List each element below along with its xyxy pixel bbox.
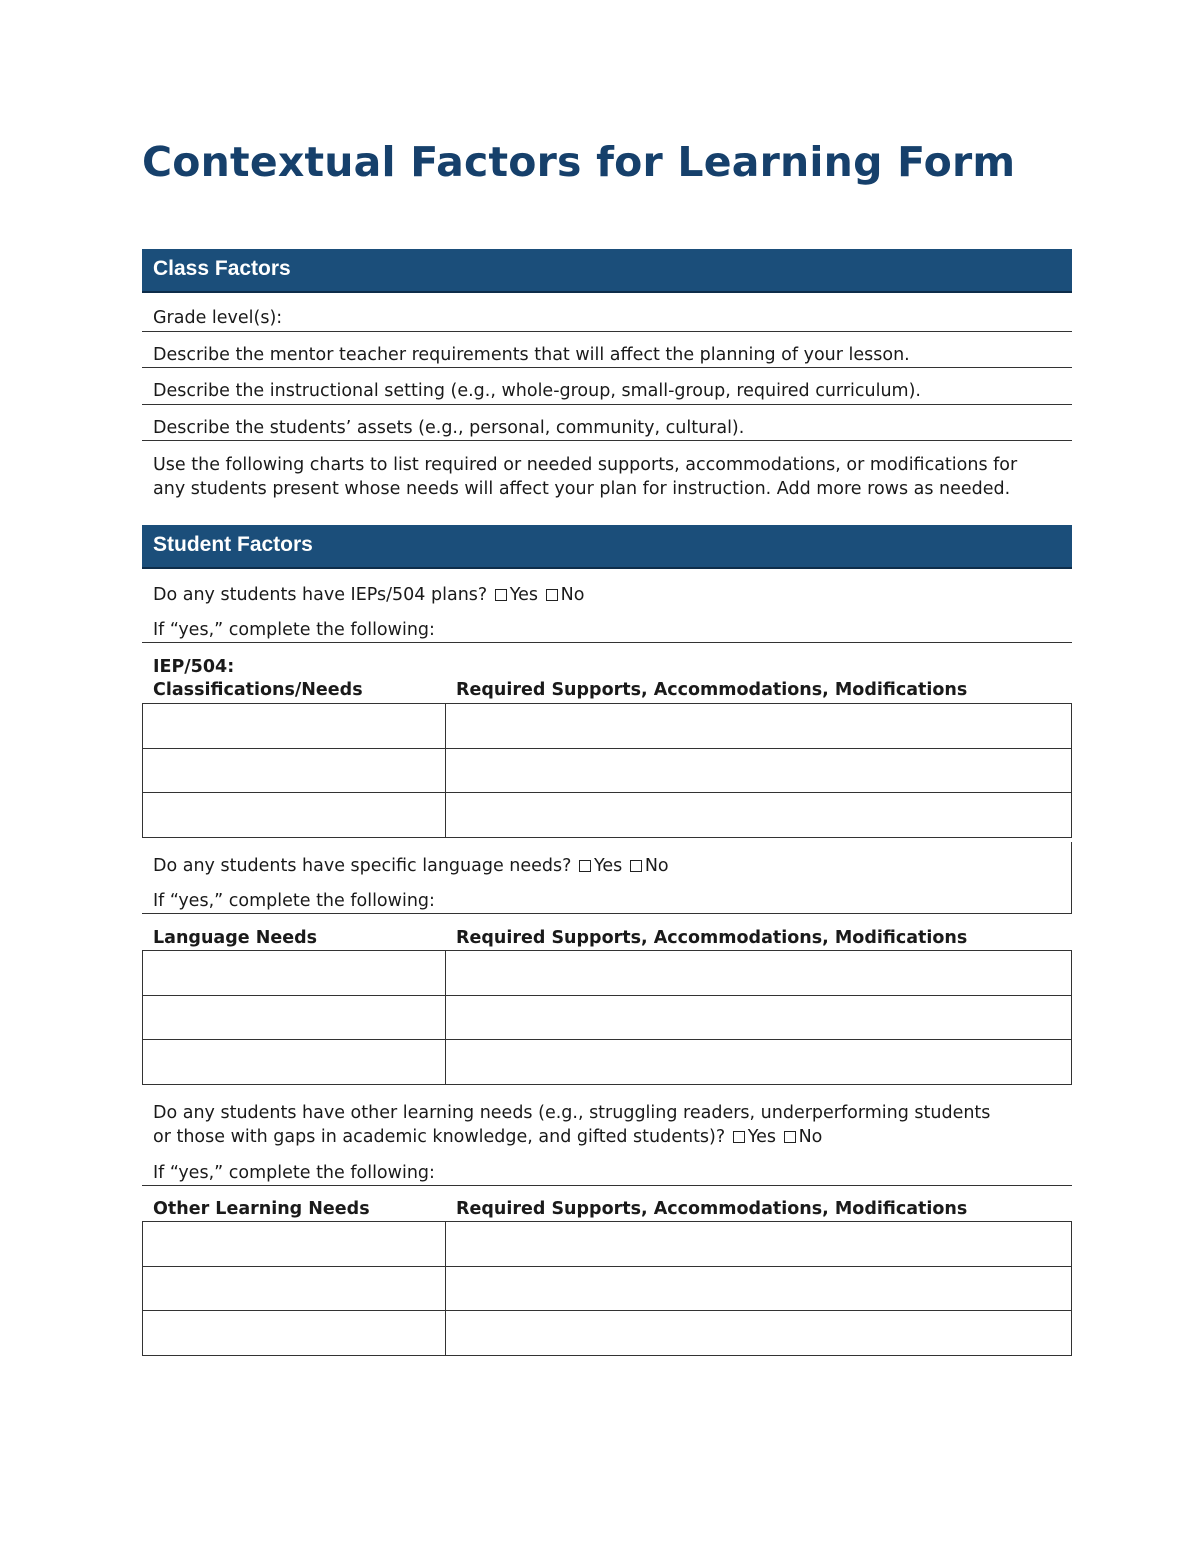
language-yes-checkbox[interactable] (579, 860, 591, 872)
divider (142, 913, 1072, 914)
language-need-cell[interactable] (143, 951, 446, 996)
language-question-row (142, 856, 1072, 876)
other-support-cell[interactable] (446, 1222, 1072, 1267)
iep-question-row (142, 585, 1072, 605)
language-no-label: No (644, 856, 669, 876)
other-need-cell[interactable] (143, 1266, 446, 1311)
other-support-cell[interactable] (446, 1266, 1072, 1311)
language-col1-header: Language Needs (153, 928, 318, 948)
language-no-checkbox[interactable] (630, 860, 642, 872)
other-table (142, 1221, 1072, 1356)
divider (142, 367, 1072, 368)
other-question-row (142, 1102, 1072, 1149)
language-need-cell[interactable] (143, 1040, 446, 1085)
charts-instructions: Use the following charts to list required or needed supports, accommodations, or modifications for any students present whose needs will affect your plan for instruction. Add more rows as needed. (153, 455, 1018, 499)
instructional-setting-field[interactable]: Describe the instructional setting (e.g., whole-group, small-group, required curriculum). (153, 381, 921, 401)
iep-no-checkbox[interactable] (546, 589, 558, 601)
language-need-cell[interactable] (143, 995, 446, 1040)
iep-need-cell[interactable] (143, 793, 446, 838)
language-support-cell[interactable] (446, 951, 1072, 996)
iep-support-cell[interactable] (446, 793, 1072, 838)
language-question: Do any students have specific language needs? (153, 856, 572, 876)
table-row (143, 793, 1072, 838)
iep-yes-label: Yes (509, 585, 539, 605)
iep-col1-line2: Classifications/Needs (153, 680, 363, 700)
table-row (143, 748, 1072, 793)
table-row (143, 1222, 1072, 1267)
table-row (143, 995, 1072, 1040)
table-row (143, 1040, 1072, 1085)
other-need-cell[interactable] (143, 1311, 446, 1356)
class-factors-heading: Class Factors (153, 257, 291, 280)
mentor-requirements-field[interactable]: Describe the mentor teacher requirements that will affect the planning of your lesson. (153, 345, 910, 365)
other-support-cell[interactable] (446, 1311, 1072, 1356)
divider (142, 642, 1072, 643)
language-support-cell[interactable] (446, 995, 1072, 1040)
divider (142, 1185, 1072, 1186)
other-no-label: No (798, 1126, 823, 1147)
language-yes-label: Yes (594, 856, 623, 876)
table-row (143, 1311, 1072, 1356)
language-col2-header: Required Supports, Accommodations, Modifications (456, 928, 968, 948)
divider (142, 440, 1072, 441)
other-question: Do any students have other learning needs (e.g., struggling readers, underperforming students or those with gaps in academic knowledge, and gifted students)? (153, 1103, 991, 1147)
student-factors-header (142, 525, 1072, 569)
other-col2-header: Required Supports, Accommodations, Modifications (456, 1199, 968, 1219)
other-need-cell[interactable] (143, 1222, 446, 1267)
language-table (142, 950, 1072, 1085)
iep-need-cell[interactable] (143, 748, 446, 793)
iep-question: Do any students have IEPs/504 plans? (153, 585, 488, 605)
language-support-cell[interactable] (446, 1040, 1072, 1085)
iep-col1-line1: IEP/504: (153, 657, 235, 677)
iep-support-cell[interactable] (446, 748, 1072, 793)
page-title: Contextual Factors for Learning Form (142, 138, 1016, 186)
divider (142, 331, 1072, 332)
other-yes-checkbox[interactable] (733, 1131, 745, 1143)
other-followup: If “yes,” complete the following: (153, 1163, 435, 1183)
other-col1-header: Other Learning Needs (153, 1199, 370, 1219)
table-row (143, 704, 1072, 749)
table-row (143, 951, 1072, 996)
other-yes-label: Yes (747, 1126, 776, 1147)
iep-yes-checkbox[interactable] (495, 589, 507, 601)
language-followup: If “yes,” complete the following: (153, 891, 435, 911)
iep-followup: If “yes,” complete the following: (153, 620, 435, 640)
iep-no-label: No (560, 585, 585, 605)
iep-support-cell[interactable] (446, 704, 1072, 749)
student-factors-heading: Student Factors (153, 533, 313, 556)
iep-table (142, 703, 1072, 838)
table-row (143, 1266, 1072, 1311)
student-assets-field[interactable]: Describe the students’ assets (e.g., personal, community, cultural). (153, 418, 745, 438)
iep-col2-header: Required Supports, Accommodations, Modifications (456, 680, 968, 700)
grade-level-field[interactable]: Grade level(s): (153, 308, 283, 328)
divider (142, 404, 1072, 405)
iep-need-cell[interactable] (143, 704, 446, 749)
other-no-checkbox[interactable] (784, 1131, 796, 1143)
class-factors-header (142, 249, 1072, 293)
